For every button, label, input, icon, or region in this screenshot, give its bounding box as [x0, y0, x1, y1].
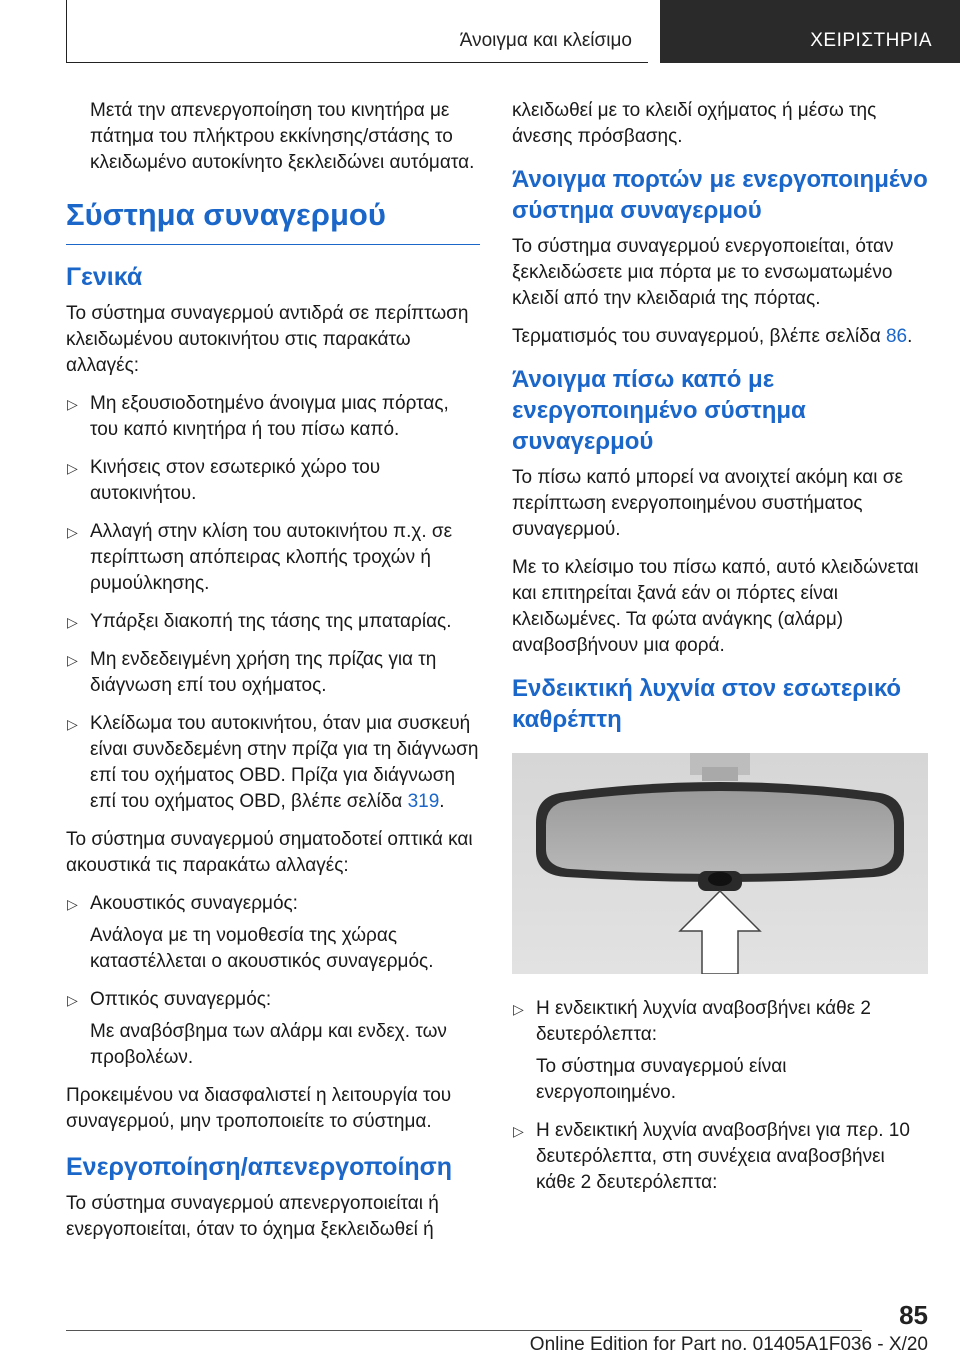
- list-item: [66, 647, 480, 699]
- list-item-text: Μη ενδεδειγμένη χρήση της πρίζας για τη διάγνωση επί του οχήματος.: [90, 649, 437, 696]
- heading-activation: Ενεργοποίηση/απενεργοποίηση: [66, 1153, 453, 1181]
- page-number: 85: [899, 1300, 928, 1330]
- heading-trunk-with-alarm: Άνοιγμα πίσω καπό με ενεργοποιημένο σύστημα συναγερμού: [512, 366, 806, 455]
- bullet-triangle-icon: ▷: [67, 396, 78, 412]
- bullet-triangle-icon: ▷: [67, 460, 78, 476]
- doors-paragraph: Το σύστημα συναγερμού ενεργοποιείται, όταν ξεκλειδώσετε μια πόρτα με το ενσωματωμένο κλειδί από την κλειδαριά της πόρτας.: [512, 236, 894, 309]
- signals-paragraph: Το σύστημα συναγερμού σηματοδοτεί οπτικά και ακουστικά τις παρακάτω αλλαγές:: [66, 829, 473, 876]
- page-reference-link[interactable]: 319: [407, 791, 440, 812]
- rearview-mirror-illustration: [512, 753, 928, 974]
- list-item-text: Κινήσεις στον εσωτερικό χώρο του αυτοκινήτου.: [90, 457, 381, 504]
- general-paragraph: Το σύστημα συναγερμού αντιδρά σε περίπτωση κλειδωμένου αυτοκινήτου στις παρακάτω αλλαγές:: [66, 303, 469, 376]
- header-chapter-tab: [660, 0, 960, 63]
- list-item: [66, 519, 480, 597]
- section-title: Άνοιγμα και κλείσιμο: [459, 30, 632, 51]
- trunk-paragraph-1: Το πίσω καπό μπορεί να ανοιχτεί ακόμη και σε περίπτωση ενεργοποιημένου συστήματος συναγερμού.: [512, 467, 903, 540]
- list-item-title: Ακουστικός συναγερμός:: [90, 893, 298, 914]
- list-item-text: Κλείδωμα του αυτοκινήτου, όταν μια συσκευή είναι συνδεδεμένη στην πρίζα για τη διάγνωση επί του οχήματος OBD. Πρίζα για διάγνωση επί του οχήματος OBD, βλέπε σελίδα: [90, 713, 479, 812]
- list-item-text: Αλλαγή στην κλίση του αυτοκινήτου π.χ. σε περίπτωση απόπειρας κλοπής τροχών ή ρυμούλκησης.: [90, 521, 453, 594]
- list-item-indicator-armed: [512, 996, 928, 1106]
- warning-paragraph: Προκειμένου να διασφαλιστεί η λειτουργία του συναγερμού, μην τροποποιείτε το σύστημα.: [66, 1085, 452, 1132]
- heading-general: Γενικά: [66, 263, 143, 291]
- chapter-title: ΧΕΙΡΙΣΤΗΡΙΑ: [810, 30, 932, 51]
- bullet-triangle-icon: ▷: [67, 896, 78, 912]
- list-item-acoustic-alarm: [66, 891, 480, 975]
- left-column: [66, 98, 480, 1255]
- bullet-triangle-icon: ▷: [67, 716, 78, 732]
- list-item-optical-alarm: [66, 987, 480, 1071]
- termination-paragraph: [512, 324, 928, 350]
- list-item-title: Η ενδεικτική λυχνία αναβοσβήνει κάθε 2 δευτερόλεπτα:: [536, 998, 871, 1045]
- list-item: [66, 609, 480, 635]
- list-item-title: Οπτικός συναγερμός:: [90, 989, 272, 1010]
- intro-paragraph: Μετά την απενεργοποίηση του κινητήρα με πάτημα του πλήκτρου εκκίνησης/στάσης το κλειδωμένο αυτοκίνητο ξεκλειδώνει αυτόματα.: [90, 100, 475, 173]
- list-item: [66, 455, 480, 507]
- bullet-triangle-icon: ▷: [67, 614, 78, 630]
- list-item: [66, 391, 480, 443]
- list-item-description: Με αναβόσβημα των αλάρμ και ενδεχ. των προβολέων.: [90, 1021, 447, 1068]
- right-column: [512, 98, 928, 1208]
- heading-alarm-system: Σύστημα συναγερμού: [66, 196, 480, 245]
- page-reference-link[interactable]: 86: [885, 326, 908, 347]
- header-section-tab: [66, 0, 648, 63]
- footer-divider: [66, 1330, 862, 1331]
- heading-doors-with-alarm: Άνοιγμα πορτών με ενεργοποιημένο σύστημα συναγερμού: [512, 166, 928, 224]
- edition-footer: Online Edition for Part no. 01405A1F036 - X/20: [529, 1334, 928, 1355]
- list-item-text: Μη εξουσιοδοτημένο άνοιγμα μιας πόρτας, του καπό κινητήρα ή του πίσω καπό.: [90, 393, 449, 440]
- bullet-triangle-icon: ▷: [67, 524, 78, 540]
- list-item-description: Ανάλογα με τη νομοθεσία της χώρας καταστέλλεται ο ακουστικός συναγερμός.: [90, 925, 434, 972]
- heading-indicator-lamp: Ενδεικτική λυχνία στον εσωτερικό καθρέπτη: [512, 675, 902, 733]
- list-item-description: Το σύστημα συναγερμού είναι ενεργοποιημένο.: [536, 1056, 787, 1103]
- list-item-text: Υπάρξει διακοπή της τάσης της μπαταρίας.: [90, 611, 452, 632]
- list-item-obd: [66, 711, 480, 815]
- continued-paragraph: κλειδωθεί με το κλειδί οχήματος ή μέσω της άνεσης πρόσβασης.: [512, 100, 877, 147]
- activation-paragraph: Το σύστημα συναγερμού απενεργοποιείται ή ενεργοποιείται, όταν το όχημα ξεκλειδωθεί ή: [66, 1193, 439, 1240]
- termination-text: Τερματισμός του συναγερμού, βλέπε σελίδα: [512, 326, 886, 347]
- list-item-indicator-delay: [512, 1118, 928, 1196]
- bullet-triangle-icon: ▷: [67, 992, 78, 1008]
- termination-end: .: [907, 326, 913, 347]
- bullet-triangle-icon: ▷: [513, 1123, 524, 1139]
- list-item-text-end: .: [439, 791, 445, 812]
- list-item-title: Η ενδεικτική λυχνία αναβοσβήνει για περ. 10 δευτερόλεπτα, στη συνέχεια αναβοσβήνει κάθε 2 δευτερόλεπτα:: [536, 1120, 910, 1193]
- trunk-paragraph-2: Με το κλείσιμο του πίσω καπό, αυτό κλειδώνεται και επιτηρείται ξανά εάν οι πόρτες είναι κλειδωμένες. Τα φώτα ανάγκης (αλάρμ) αναβοσβήνουν μια φορά.: [512, 557, 919, 656]
- bullet-triangle-icon: ▷: [513, 1001, 524, 1017]
- bullet-triangle-icon: ▷: [67, 652, 78, 668]
